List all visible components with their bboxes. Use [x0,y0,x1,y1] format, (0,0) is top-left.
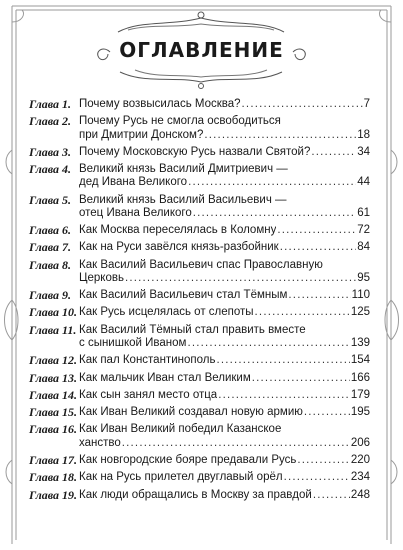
chapter-title: Как Москва переселялась в Коломну [79,224,277,237]
chapter-label: Глава 18. [29,470,78,485]
chapter-label: Глава 17. [29,452,78,467]
chapter-title: Как Русь исцелялась от слепоты [79,306,254,319]
chapter-label: Глава 16. [29,422,78,437]
chapter-title: при Дмитрии Донском? [79,128,204,141]
toc-entry [29,259,370,285]
dot-leader [252,372,350,385]
chapter-label: Глава 12. [29,353,78,368]
toc-entry [29,389,370,402]
chapter-title: Как Василий Васильевич спас Православную [79,258,323,271]
page-number: 139 [350,336,370,349]
toc-entry [29,324,370,350]
chapter-title: Великий князь Василий Васильевич — [79,193,287,206]
toc-entry [29,224,370,237]
chapter-label: Глава 5. [29,192,72,207]
chapter-label: Глава 3. [29,144,72,159]
page-number: 154 [350,354,370,367]
toc-entry [29,289,370,302]
dot-leader [311,146,356,159]
dot-leader [313,489,350,502]
chapter-label: Глава 10. [29,305,78,320]
dot-leader [297,454,349,467]
page-title: ОГЛАВЛЕНИЕ [119,38,284,62]
chapter-title: ханство [79,436,121,449]
toc-entry [29,406,370,419]
dot-leader [284,471,350,484]
chapter-label: Глава 19. [29,487,78,502]
chapter-title: Как мальчик Иван стал Великим [79,371,251,384]
chapter-label: Глава 11. [29,322,77,337]
dot-leader [277,224,356,237]
chapter-title: Как на Русь прилетел двуглавый орёл [79,471,283,484]
toc-entry [29,454,370,467]
page-number: 34 [357,145,370,158]
chapter-title: Церковь [79,271,124,284]
page-number: 84 [357,241,370,254]
toc-entry [29,489,370,502]
chapter-title: Как сын занял место отца [79,388,218,401]
page-number: 18 [357,128,370,141]
chapter-label: Глава 7. [29,240,72,255]
dot-leader [242,98,363,111]
dot-leader [218,389,350,402]
dot-leader [255,306,350,319]
dot-leader [125,272,356,285]
chapter-title: Как Иван Великий создавал новую армию [79,406,303,419]
toc-entry [29,194,370,220]
toc-entry [29,306,370,319]
toc-entry [29,354,370,367]
toc-entry [29,163,370,189]
chapter-label: Глава 15. [29,405,78,420]
dot-leader [204,129,356,142]
toc-entry [29,115,370,141]
chapter-title: Как новгородские бояре предавали Русь [79,453,297,466]
chapter-title: дед Ивана Великого [79,176,188,189]
page-number: 195 [350,406,370,419]
chapter-label: Глава 1. [29,97,72,111]
dot-leader [216,354,349,367]
dot-leader [122,437,350,450]
chapter-label: Глава 13. [29,370,78,385]
page-number: 125 [350,306,370,319]
chapter-label: Глава 8. [29,257,72,272]
dot-leader [288,289,350,302]
dot-leader [280,241,357,254]
chapter-label: Глава 9. [29,288,72,303]
toc-entry [29,423,370,449]
toc-entry [29,146,370,159]
page-number: 61 [357,206,370,219]
page-number: 7 [363,98,370,110]
chapter-title: Почему Московскую Русь назвали Святой? [79,145,311,158]
chapter-label: Глава 2. [29,114,72,129]
page-number: 179 [350,388,370,401]
toc-entry [29,241,370,254]
dot-leader [188,176,356,189]
dot-leader [187,337,349,350]
chapter-title: Почему Русь не смогла освободиться [79,115,281,128]
toc-entry [29,372,370,385]
page-number: 248 [350,488,370,501]
chapter-title: Как пал Константинополь [79,354,216,367]
chapter-title: Как Василий Тёмный стал править вместе [79,323,306,336]
toc-entry [29,471,370,484]
chapter-title: с сынишкой Иваном [79,336,187,349]
page-number: 220 [350,453,370,466]
chapter-title: отец Ивана Великого [79,206,192,219]
page-number: 166 [350,371,370,384]
chapter-title: Как Василий Васильевич стал Тёмным [79,289,288,302]
chapter-title: Великий князь Василий Дмитриевич — [79,163,288,176]
chapter-label: Глава 4. [29,162,72,177]
chapter-label: Глава 6. [29,223,72,238]
page-number: 110 [351,289,370,302]
chapter-title: Как на Руси завёлся князь-разбойник [79,241,279,254]
dot-leader [193,207,356,220]
chapter-title: Как Иван Великий победил Казанское [79,423,282,436]
table-of-contents [29,98,370,506]
chapter-label: Глава 14. [29,387,78,402]
chapter-title: Почему возвысилась Москва? [79,98,241,110]
page-number: 234 [350,471,370,484]
dot-leader [304,406,350,419]
page-number: 44 [357,176,370,189]
chapter-title: Как люди обращались в Москву за правдой [79,488,312,501]
toc-entry [29,98,370,111]
page-number: 72 [357,224,370,237]
page-number: 206 [350,436,370,449]
page-number: 95 [357,271,370,284]
